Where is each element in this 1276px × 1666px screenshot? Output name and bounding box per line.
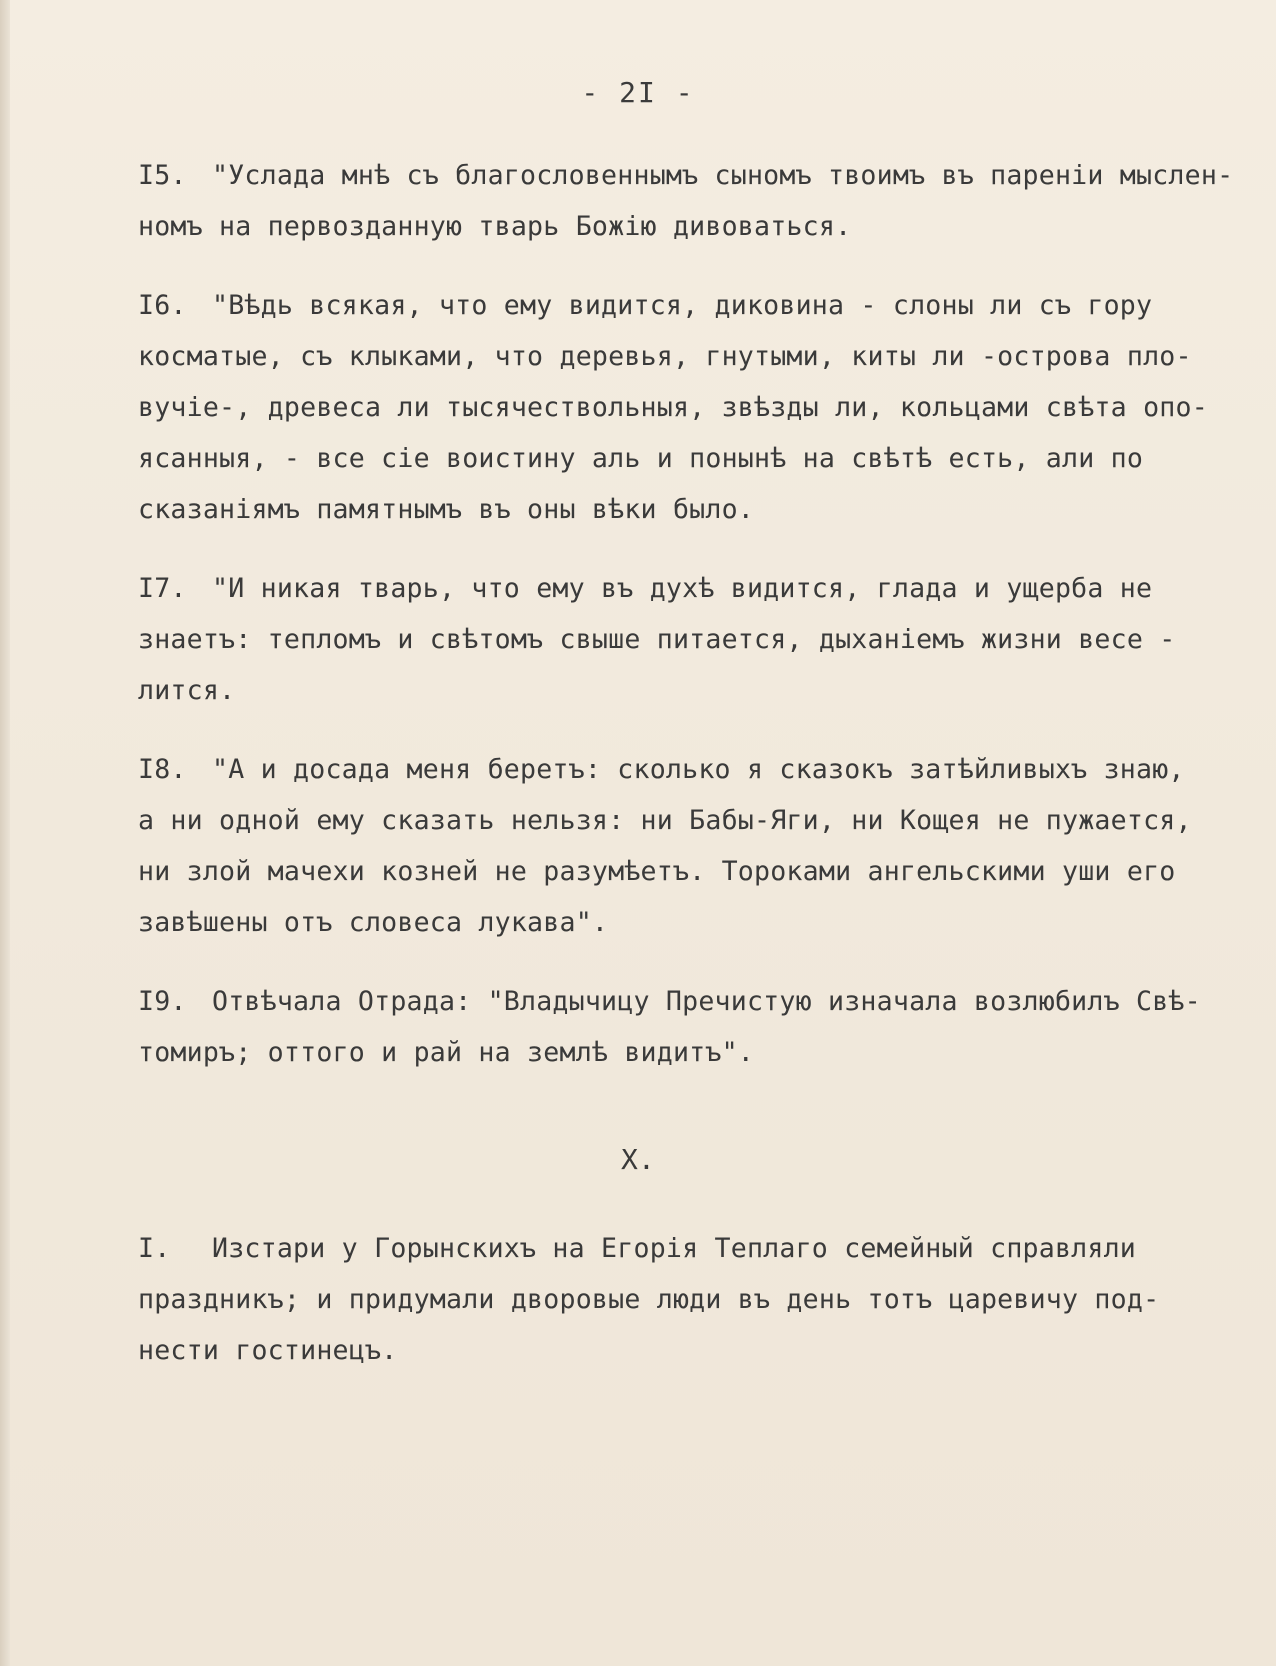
paragraph-text: "А и досада меня беретъ: сколько я сказокъ затѣйливыхъ знаю, — [212, 754, 1185, 785]
paragraph-line — [138, 280, 1248, 331]
paragraph-number: I5. — [138, 160, 187, 191]
paragraph-number: I. — [138, 1233, 171, 1264]
paragraph-line: вучіе-, древеса ли тысячествольныя, звѣзды ли, кольцами свѣта опо- — [138, 392, 1208, 423]
paragraph-line: томиръ; оттого и рай на землѣ видитъ". — [138, 1037, 755, 1068]
paragraph-line: знаетъ: тепломъ и свѣтомъ свыше питается, дыханіемъ жизни весе - — [138, 624, 1176, 655]
section-heading: Х. — [620, 1143, 656, 1176]
paragraph-text: "И никая тварь, что ему въ духѣ видится, глада и ущерба не — [212, 573, 1153, 604]
paragraph-line: нести гостинецъ. — [138, 1335, 398, 1366]
paragraph-line — [138, 150, 1248, 201]
paragraph-line: сказаніямъ памятнымъ въ оны вѣки было. — [138, 494, 755, 525]
paragraph-line — [138, 1223, 1248, 1274]
page-edge — [0, 0, 10, 1666]
paragraph-text: "Услада мнѣ съ благословеннымъ сыномъ твоимъ въ пареніи мыслен- — [212, 160, 1234, 191]
paragraph-line: завѣшены отъ словеса лукава". — [138, 907, 609, 938]
paragraph-line: а ни одной ему сказать нельзя: ни Бабы-Яги, ни Кощея не пужается, — [138, 805, 1192, 836]
paragraph-number: I9. — [138, 986, 187, 1017]
page-number: - 2I - — [581, 76, 695, 109]
paragraph-text: Отвѣчала Отрада: "Владычицу Пречистую изначала возлюбилъ Свѣ- — [212, 986, 1201, 1017]
paragraph-text: Изстари у Горынскихъ на Егорія Теплаго семейный справляли — [212, 1233, 1137, 1264]
paragraph-line — [138, 976, 1248, 1027]
paragraph-number: I8. — [138, 754, 187, 785]
paragraph-line: ни злой мачехи козней не разумѣетъ. Тороками ангельскими уши его — [138, 856, 1176, 887]
paragraph-line — [138, 744, 1248, 795]
paragraph-15 — [138, 150, 1248, 252]
paragraph-line: лится. — [138, 675, 236, 706]
paragraph-number: I6. — [138, 290, 187, 321]
paragraph-line: праздникъ; и придумали дворовые люди въ день тотъ царевичу под- — [138, 1284, 1160, 1315]
paragraph-line: номъ на первозданную тварь Божію дивоваться. — [138, 211, 852, 242]
paragraph-text: "Вѣдь всякая, что ему видится, диковина - слоны ли съ гору — [212, 290, 1153, 321]
paragraph-line: ясанныя, - все сіе воистину аль и понынѣ на свѣтѣ есть, али по — [138, 443, 1144, 474]
paragraph-19 — [138, 976, 1248, 1078]
paragraph-line — [138, 563, 1248, 614]
section-paragraph-1 — [138, 1223, 1248, 1376]
paragraph-18 — [138, 744, 1248, 948]
paragraph-16 — [138, 280, 1248, 535]
document-body — [138, 150, 1248, 1404]
paragraph-line: косматые, съ клыками, что деревья, гнутыми, киты ли -острова пло- — [138, 341, 1192, 372]
paragraph-number: I7. — [138, 573, 187, 604]
paragraph-17 — [138, 563, 1248, 716]
